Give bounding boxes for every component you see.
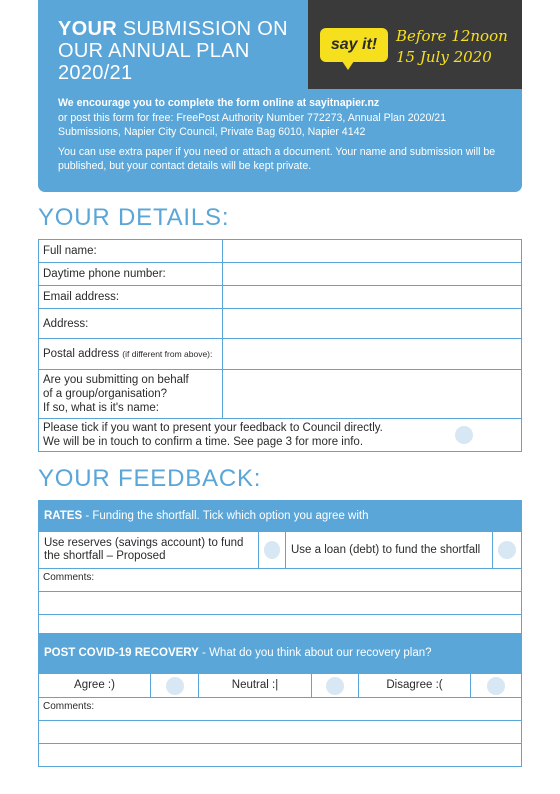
group-name-field[interactable] [223, 370, 522, 419]
neutral-radio[interactable] [326, 677, 344, 695]
rates-option-loan-cell [493, 532, 521, 568]
rates-option-loan-label: Use a loan (debt) to fund the shortfall [286, 532, 493, 568]
rates-comments-label: Comments: [43, 572, 95, 583]
agree-cell [151, 674, 199, 697]
details-table [38, 239, 522, 452]
page-title: YOUR SUBMISSION ON OUR ANNUAL PLAN 2020/21 [58, 18, 288, 84]
online-link-text[interactable]: We encourage you to complete the form online at sayitnapier.nz [58, 97, 380, 109]
present-tick-radio[interactable] [455, 426, 473, 444]
rates-section [38, 500, 522, 638]
full-name-label: Full name: [39, 240, 223, 263]
present-row [39, 419, 522, 452]
full-name-field[interactable] [223, 240, 522, 263]
group-label: Are you submitting on behalf of a group/organisation? If so, what is it's name: [39, 370, 223, 419]
feedback-heading: YOUR FEEDBACK: [38, 465, 262, 492]
agree-label: Agree :) [39, 674, 151, 697]
disagree-label: Disagree :( [359, 674, 471, 697]
details-heading: YOUR DETAILS: [38, 204, 230, 231]
intro-text: We encourage you to complete the form online at sayitnapier.nz or post this form for free: FreePost Authority Number 772273, Annual Plan 2020/21 Submissions, Napier City Council, Private Bag 6010, Napier 4142 You can use extra paper if you need or attach a document. Your name and submission will be published, but your contact details will be kept private. [58, 97, 496, 172]
address-field[interactable] [223, 309, 522, 339]
postal-address-field[interactable] [223, 339, 522, 370]
deadline-text: Before 12noon 15 July 2020 [396, 27, 508, 66]
covid-header: POST COVID-19 RECOVERY - What do you think about our recovery plan? [39, 633, 521, 673]
phone-label: Daytime phone number: [39, 263, 223, 286]
postal-address-label: Postal address (if different from above): [39, 339, 223, 370]
disagree-radio[interactable] [487, 677, 505, 695]
rates-loan-radio[interactable] [498, 541, 516, 559]
phone-field[interactable] [223, 263, 522, 286]
email-label: Email address: [39, 286, 223, 309]
address-label: Address: [39, 309, 223, 339]
covid-comments-label: Comments: [43, 701, 95, 712]
covid-comment-line[interactable] [39, 720, 521, 743]
disagree-cell [471, 674, 521, 697]
submission-header [38, 0, 522, 192]
rates-option-reserves-cell [259, 532, 286, 568]
email-field[interactable] [223, 286, 522, 309]
present-text: Please tick if you want to present your feedback to Council directly. We will be in touch to confirm a time. See page 3 for more info. [43, 422, 383, 448]
covid-section [38, 633, 522, 767]
covid-comment-line[interactable] [39, 743, 521, 766]
neutral-label: Neutral :| [199, 674, 312, 697]
rates-header: RATES - Funding the shortfall. Tick which option you agree with [39, 501, 521, 531]
rates-option-reserves-label: Use reserves (savings account) to fund the shortfall – Proposed [39, 532, 259, 568]
agree-radio[interactable] [166, 677, 184, 695]
neutral-cell [312, 674, 359, 697]
deadline-box [308, 0, 522, 89]
rates-reserves-radio[interactable] [264, 541, 280, 559]
rates-comment-line[interactable] [39, 591, 521, 614]
sayit-logo: say it! [320, 28, 388, 62]
